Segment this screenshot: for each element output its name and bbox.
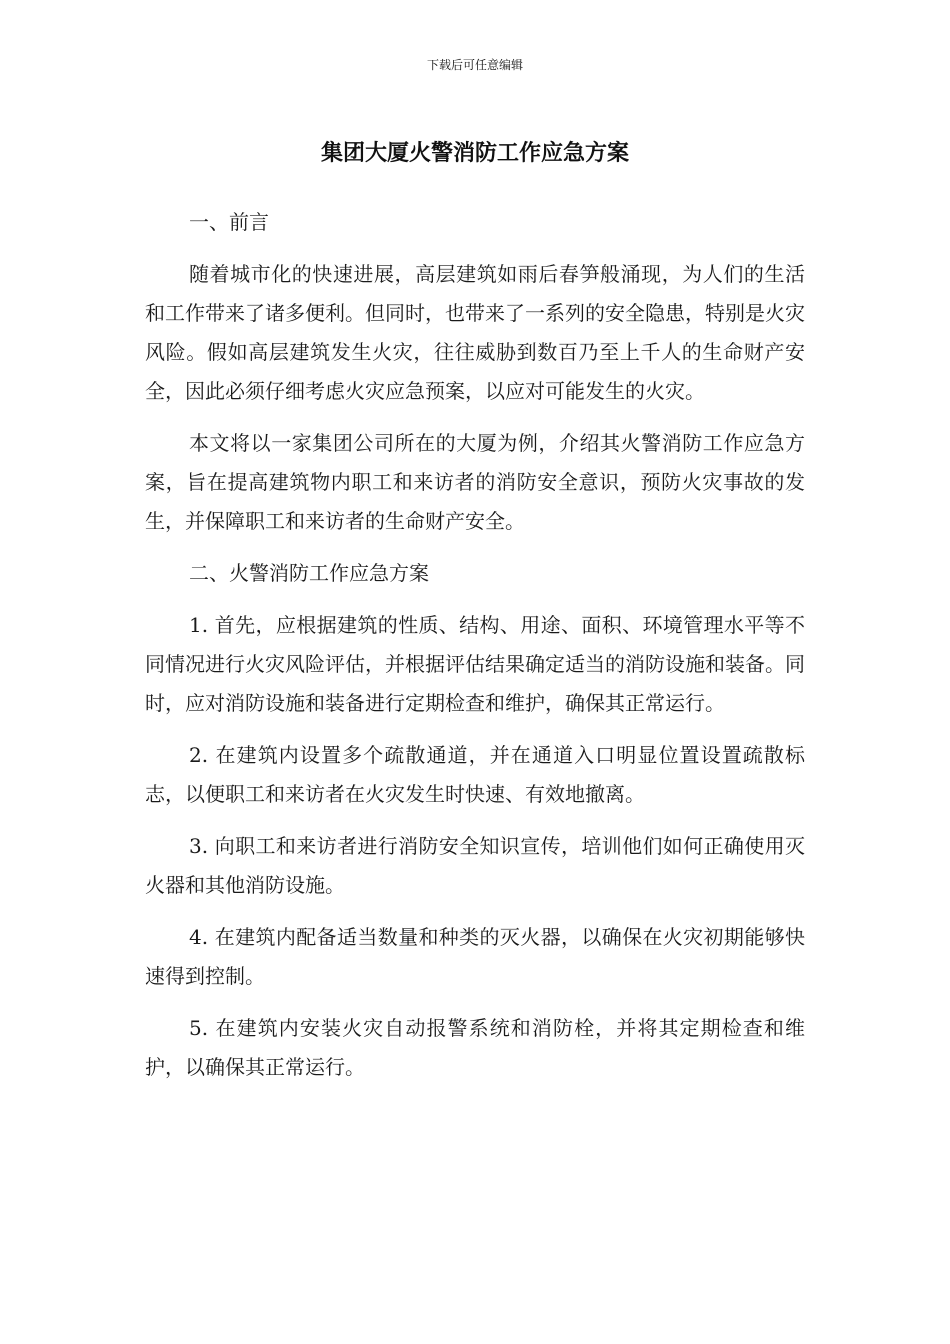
paragraph-item-5: 5. 在建筑内安装火灾自动报警系统和消防栓，并将其定期检查和维护，以确保其正常运行。	[145, 1016, 805, 1079]
paragraph-item-1: 1. 首先，应根据建筑的性质、结构、用途、面积、环境管理水平等不同情况进行火灾风险评估，并根据评估结果确定适当的消防设施和装备。同时，应对消防设施和装备进行定期检查和维护，确保其正常运行。	[145, 613, 805, 715]
document-title: 集团大厦火警消防工作应急方案	[320, 141, 629, 166]
paragraph-purpose: 本文将以一家集团公司所在的大厦为例，介绍其火警消防工作应急方案，旨在提高建筑物内职工和来访者的消防安全意识，预防火灾事故的发生，并保障职工和来访者的生命财产安全。	[145, 431, 805, 533]
paragraph-item-4: 4. 在建筑内配备适当数量和种类的灭火器，以确保在火灾初期能够快速得到控制。	[145, 925, 805, 988]
paragraph-item-2: 2. 在建筑内设置多个疏散通道，并在通道入口明显位置设置疏散标志，以便职工和来访者在火灾发生时快速、有效地撤离。	[145, 743, 805, 806]
paragraph-intro: 随着城市化的快速进展，高层建筑如雨后春笋般涌现，为人们的生活和工作带来了诸多便利。但同时，也带来了一系列的安全隐患，特别是火灾风险。假如高层建筑发生火灾，往往威胁到数百乃至上千人的生命财产安全，因此必须仔细考虑火灾应急预案，以应对可能发生的火灾。	[145, 262, 805, 403]
section-heading-preface: 一、前言	[189, 210, 269, 234]
document-body	[145, 203, 805, 1100]
section-heading-plan: 二、火警消防工作应急方案	[189, 561, 429, 585]
paragraph-item-3: 3. 向职工和来访者进行消防安全知识宣传，培训他们如何正确使用灭火器和其他消防设施。	[145, 834, 805, 897]
header-note: 下载后可任意编辑	[426, 58, 523, 72]
